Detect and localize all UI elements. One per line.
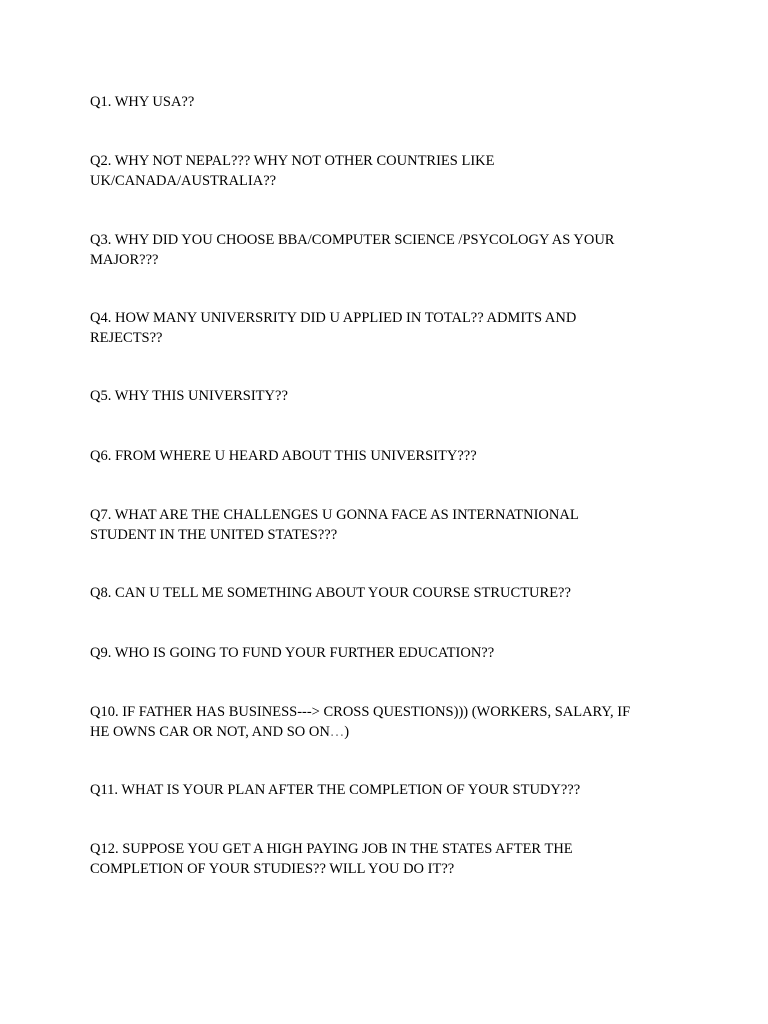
question-7-line-2: STUDENT IN THE UNITED STATES??? (90, 526, 338, 543)
question-1-line-1: Q1. WHY USA?? (90, 94, 195, 110)
question-10-line-1: Q10. IF FATHER HAS BUSINESS---> CROSS QUESTIONS))) (WORKERS, SALARY, IF (90, 704, 631, 720)
question-7-line-1: Q7. WHAT ARE THE CHALLENGES U GONNA FACE AS INTERNATNIONAL (90, 507, 579, 523)
question-2 (90, 152, 680, 191)
question-6 (90, 447, 680, 467)
question-4-line-1: Q4. HOW MANY UNIVERSRITY DID U APPLIED IN TOTAL?? ADMITS AND (90, 310, 577, 326)
question-4-line-2: REJECTS?? (90, 329, 163, 346)
question-9-line-1: Q9. WHO IS GOING TO FUND YOUR FURTHER EDUCATION?? (90, 645, 495, 661)
question-10-tail: ) (344, 723, 350, 740)
question-4 (90, 309, 680, 348)
question-10-line-2 (90, 723, 680, 743)
question-12 (90, 840, 680, 879)
question-1 (90, 93, 680, 113)
question-2-line-2: UK/CANADA/AUSTRALIA?? (90, 172, 277, 189)
question-7 (90, 506, 680, 545)
question-9 (90, 644, 680, 664)
question-5 (90, 387, 680, 407)
question-8-line-1: Q8. CAN U TELL ME SOMETHING ABOUT YOUR COURSE STRUCTURE?? (90, 585, 571, 601)
question-10-ellipsis: … (329, 723, 345, 740)
question-5-line-1: Q5. WHY THIS UNIVERSITY?? (90, 388, 288, 404)
question-6-line-1: Q6. FROM WHERE U HEARD ABOUT THIS UNIVERSITY??? (90, 448, 477, 464)
question-3-line-2: MAJOR??? (90, 251, 159, 268)
question-2-line-1: Q2. WHY NOT NEPAL??? WHY NOT OTHER COUNTRIES LIKE (90, 153, 495, 169)
question-11-line-1: Q11. WHAT IS YOUR PLAN AFTER THE COMPLETION OF YOUR STUDY??? (90, 782, 581, 798)
question-11 (90, 781, 680, 801)
question-8 (90, 584, 680, 604)
question-3 (90, 231, 680, 270)
question-3-line-1: Q3. WHY DID YOU CHOOSE BBA/COMPUTER SCIENCE /PSYCOLOGY AS YOUR (90, 232, 615, 248)
question-12-line-1: Q12. SUPPOSE YOU GET A HIGH PAYING JOB IN THE STATES AFTER THE (90, 841, 573, 857)
question-12-line-2: COMPLETION OF YOUR STUDIES?? WILL YOU DO IT?? (90, 860, 455, 877)
question-10-line-2-text: HE OWNS CAR OR NOT, AND SO ON (90, 723, 330, 740)
question-10 (90, 703, 680, 742)
